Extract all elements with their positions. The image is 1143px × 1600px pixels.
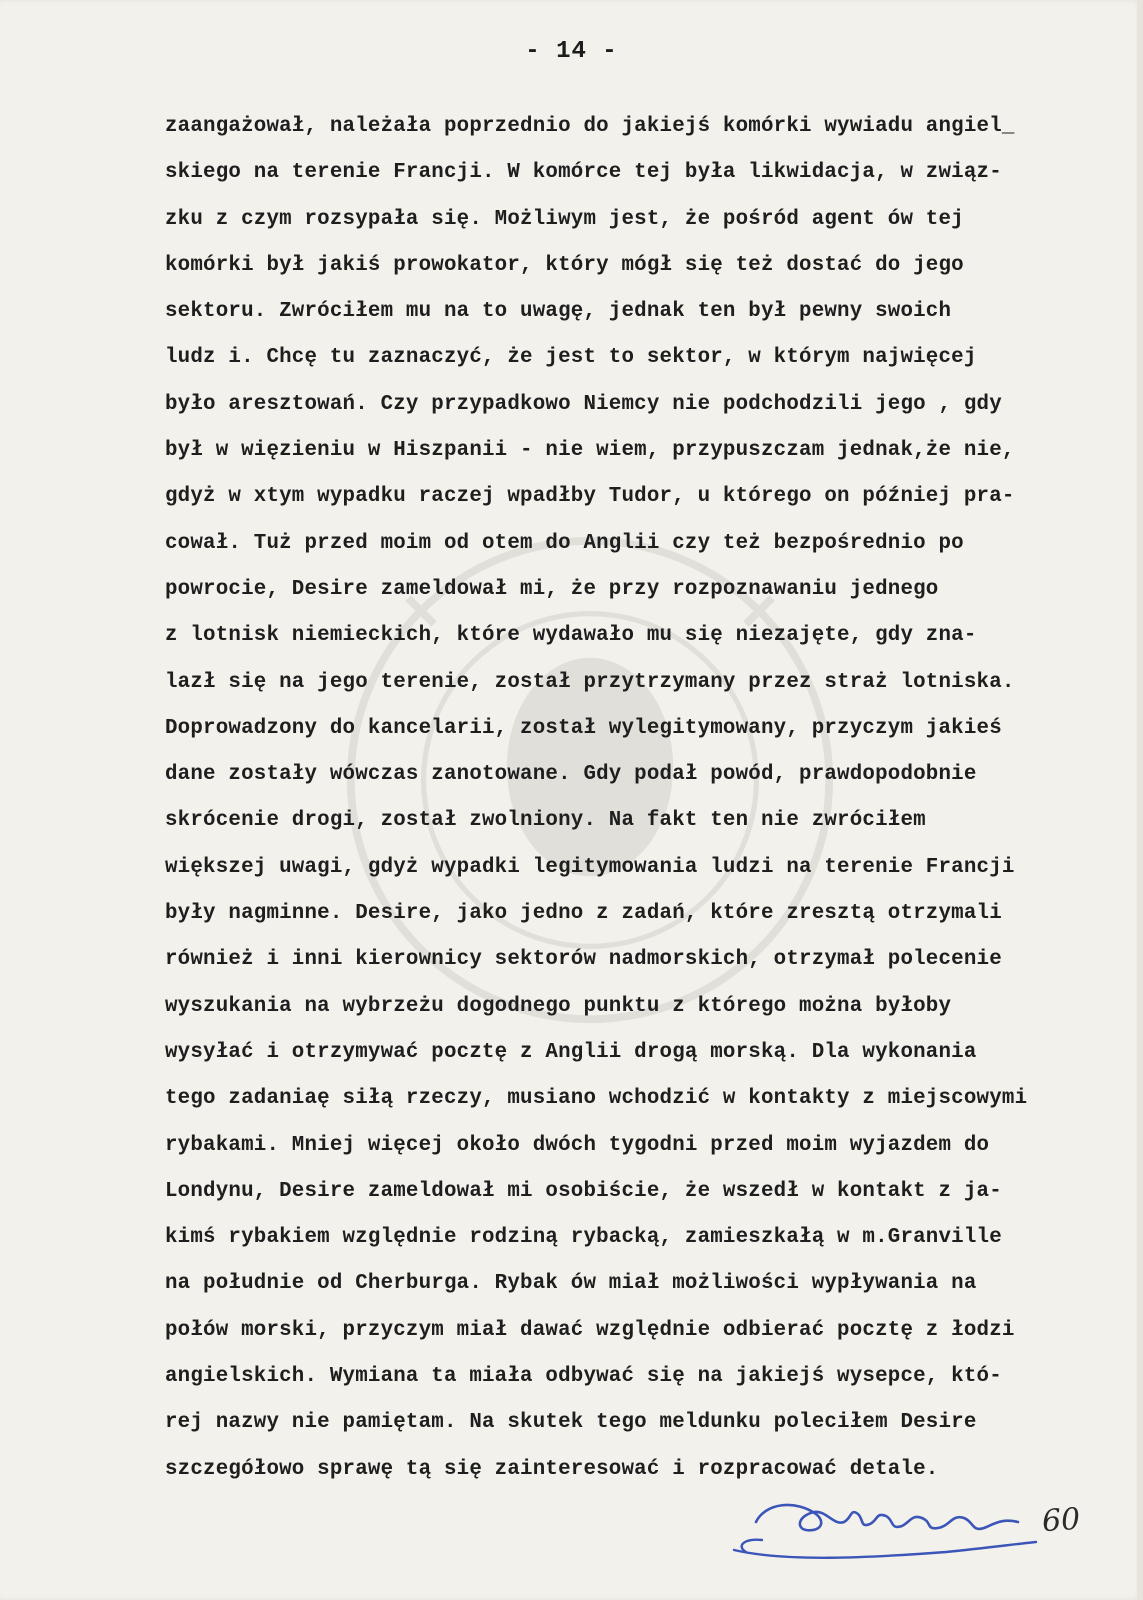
text-line: rej nazwy nie pamiętam. Na skutek tego meldunku poleciłem Desire bbox=[165, 1411, 977, 1435]
text-line: Londynu, Desire zameldował mi osobiście, że wszedł w kontakt z ja- bbox=[165, 1179, 1002, 1203]
text-line: większej uwagi, gdyż wypadki legitymowania ludzi na terenie Francji bbox=[165, 855, 1015, 879]
text-line: z lotnisk niemieckich, które wydawało mu się niezajęte, gdy zna- bbox=[165, 624, 977, 648]
text-line: dane zostały wówczas zanotowane. Gdy podał powód, prawdopodobnie bbox=[165, 763, 977, 787]
text-line: skiego na terenie Francji. W komórce tej była likwidacja, w związ- bbox=[165, 161, 1002, 185]
text-line: skrócenie drogi, został zwolniony. Na fakt ten nie zwróciłem bbox=[165, 809, 926, 833]
text-line: angielskich. Wymiana ta miała odbywać się na jakiejś wysepce, któ- bbox=[165, 1365, 1002, 1389]
text-line: komórki był jakiś prowokator, który mógł się też dostać do jego bbox=[165, 253, 964, 277]
text-line: gdyż w xtym wypadku raczej wpadłby Tudor, u którego on później pra- bbox=[165, 485, 1015, 509]
text-line: kimś rybakiem względnie rodziną rybacką, zamieszkałą w m.Granville bbox=[165, 1226, 1002, 1250]
text-line: tego zadaniaę siłą rzeczy, musiano wchodzić w kontakty z miejscowymi bbox=[165, 1087, 1028, 1111]
text-line: był w więzieniu w Hiszpanii - nie wiem, przypuszczam jednak,że nie, bbox=[165, 439, 1015, 463]
text-line: były nagminne. Desire, jako jedno z zadań, które zresztą otrzymali bbox=[165, 902, 1002, 926]
text-line: powrocie, Desire zameldował mi, że przy rozpoznawaniu jednego bbox=[165, 577, 939, 601]
text-line: było aresztowań. Czy przypadkowo Niemcy nie podchodzili jego , gdy bbox=[165, 392, 1002, 416]
text-line: zku z czym rozsypała się. Możliwym jest, że pośród agent ów tej bbox=[165, 207, 964, 231]
handwritten-signature bbox=[726, 1492, 1046, 1572]
text-line: cował. Tuż przed moim od otem do Anglii czy też bezpośrednio po bbox=[165, 531, 964, 555]
text-line: zaangażował, należała poprzednio do jakiejś komórki wywiadu angiel_ bbox=[165, 115, 1015, 138]
text-line: na południe od Cherburga. Rybak ów miał możliwości wypływania na bbox=[165, 1272, 977, 1296]
text-line: sektoru. Zwróciłem mu na to uwagę, jednak ten był pewny swoich bbox=[165, 300, 952, 324]
page-edge bbox=[1137, 0, 1143, 1600]
text-line: ludz i. Chcę tu zaznaczyć, że jest to sektor, w którym najwięcej bbox=[165, 346, 977, 370]
text-line: Doprowadzony do kancelarii, został wylegitymowany, przyczym jakieś bbox=[165, 716, 1002, 740]
text-line: szczegółowo sprawę tą się zainteresować i rozpracować detale. bbox=[165, 1457, 939, 1481]
text-line: lazł się na jego terenie, został przytrzymany przez straż lotniska. bbox=[165, 670, 1015, 694]
text-line: wyszukania na wybrzeżu dogodnego punktu z którego można byłoby bbox=[165, 994, 952, 1018]
typed-body-text bbox=[165, 104, 1125, 1493]
page-number: - 14 - bbox=[525, 38, 618, 65]
archive-page-number: 60 bbox=[1040, 1501, 1082, 1540]
text-line: również i inni kierownicy sektorów nadmorskich, otrzymał polecenie bbox=[165, 948, 1002, 972]
text-line: rybakami. Mniej więcej około dwóch tygodni przed moim wyjazdem do bbox=[165, 1133, 990, 1157]
text-line: połów morski, przyczym miał dawać względnie odbierać pocztę z łodzi bbox=[165, 1318, 1015, 1342]
text-line: wysyłać i otrzymywać pocztę z Anglii drogą morską. Dla wykonania bbox=[165, 1040, 977, 1064]
